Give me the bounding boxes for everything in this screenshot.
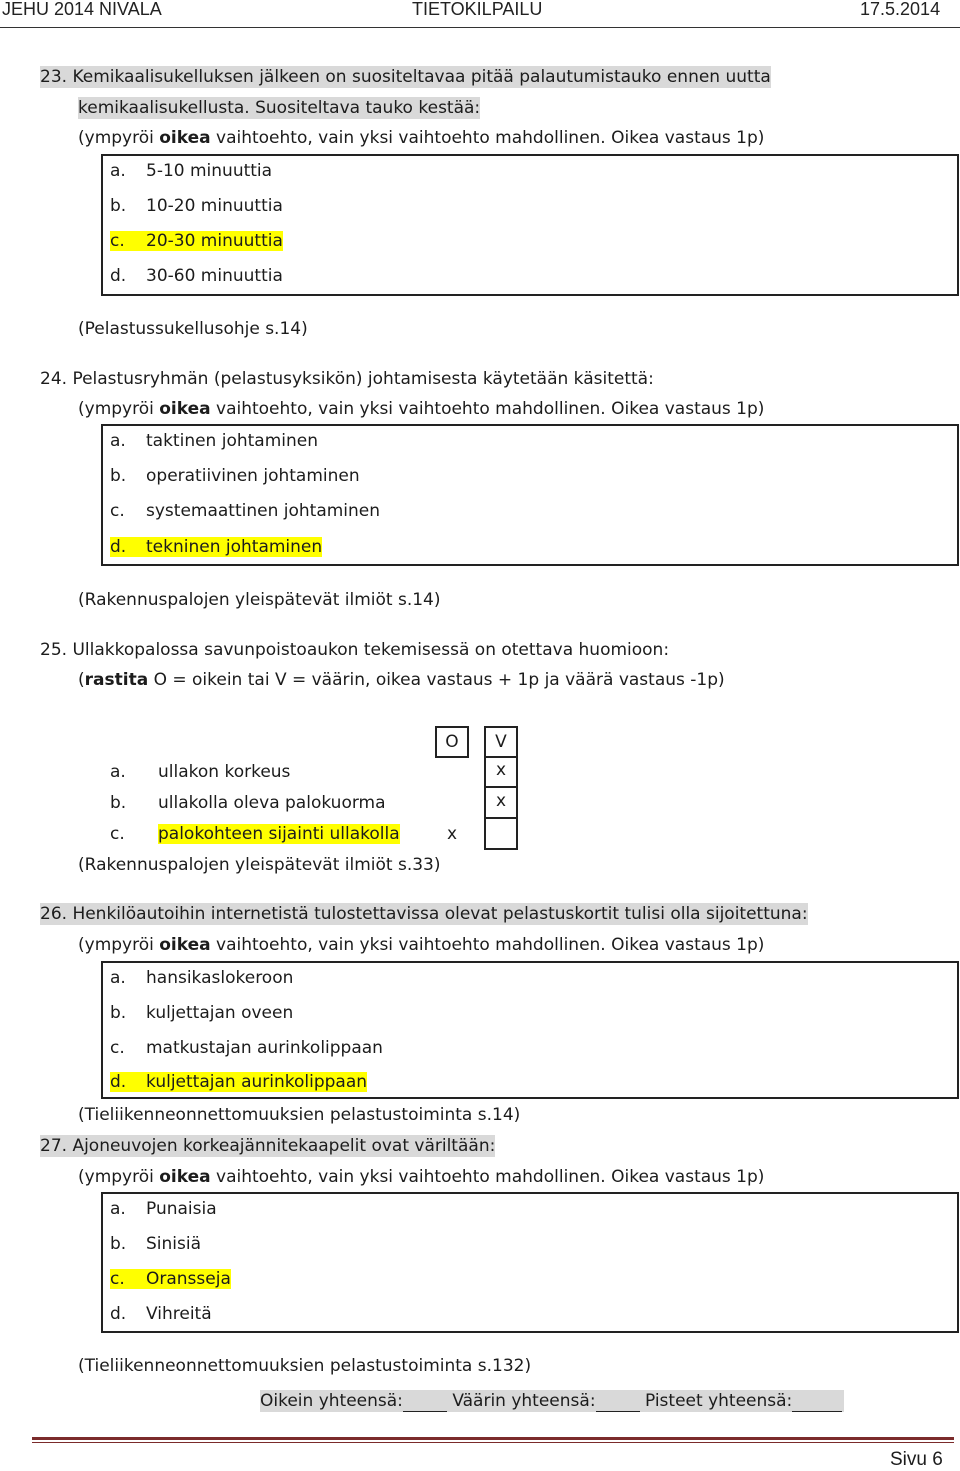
q25-header-v: V bbox=[484, 726, 518, 758]
q27-source: (Tieliikenneonnettomuuksien pelastustoiminta s.132) bbox=[78, 1356, 532, 1376]
q26-option-a[interactable]: a. hansikaslokeroon bbox=[110, 968, 294, 988]
correct-total-label: Oikein yhteensä: bbox=[260, 1391, 403, 1411]
q26-source: (Tieliikenneonnettomuuksien pelastustoiminta s.14) bbox=[78, 1105, 521, 1125]
q25-row-c-label: c. palokohteen sijainti ullakolla bbox=[110, 824, 400, 844]
points-total-label: Pisteet yhteensä: bbox=[644, 1391, 793, 1411]
footer-rule-thin bbox=[32, 1442, 954, 1443]
q25-question: 25. Ullakkopalossa savunpoistoaukon tekemisessä on otettava huomioon: bbox=[40, 640, 670, 660]
header-right: 17.5.2014 bbox=[860, 0, 941, 19]
q27-instruction: (ympyröi oikea vaihtoehto, vain yksi vaihtoehto mahdollinen. Oikea vastaus 1p) bbox=[78, 1167, 765, 1187]
q26-question: 26. Henkilöautoihin internetistä tulostettavissa olevat pelastuskortit tulisi olla sijoitettuna: bbox=[40, 904, 808, 924]
q26-option-d[interactable]: d. kuljettajan aurinkolippaan bbox=[110, 1072, 368, 1092]
header-center: TIETOKILPAILU bbox=[412, 0, 543, 19]
q26-option-b[interactable]: b. kuljettajan oveen bbox=[110, 1003, 294, 1023]
q25-row-b-o[interactable] bbox=[435, 787, 469, 819]
q23-source: (Pelastussukellusohje s.14) bbox=[78, 319, 308, 339]
q25-row-a-v[interactable]: x bbox=[484, 756, 518, 788]
header-rule bbox=[0, 27, 960, 28]
q23-question-line2: kemikaalisukellusta. Suositeltava tauko kestää: bbox=[78, 98, 481, 118]
q25-row-b-label: b. ullakolla oleva palokuorma bbox=[110, 793, 386, 813]
q25-row-a-label: a. ullakon korkeus bbox=[110, 762, 291, 782]
q27-question: 27. Ajoneuvojen korkeajännitekaapelit ovat väriltään: bbox=[40, 1136, 496, 1156]
q27-option-b[interactable]: b. Sinisiä bbox=[110, 1234, 202, 1254]
header-left: JEHU 2014 NIVALA bbox=[2, 0, 162, 19]
q25-row-c-o[interactable]: x bbox=[446, 824, 458, 844]
q27-option-a[interactable]: a. Punaisia bbox=[110, 1199, 217, 1219]
q25-row-c-v[interactable] bbox=[484, 818, 518, 850]
q24-option-b[interactable]: b. operatiivinen johtaminen bbox=[110, 466, 360, 486]
q25-instruction: (rastita O = oikein tai V = väärin, oikea vastaus + 1p ja väärä vastaus -1p) bbox=[78, 670, 725, 690]
wrong-total-blank[interactable] bbox=[596, 1395, 640, 1412]
page-number: Sivu 6 bbox=[890, 1449, 943, 1470]
points-total-blank[interactable] bbox=[792, 1395, 842, 1412]
q25-row-a-o[interactable] bbox=[435, 756, 469, 788]
q24-instruction: (ympyröi oikea vaihtoehto, vain yksi vaihtoehto mahdollinen. Oikea vastaus 1p) bbox=[78, 399, 765, 419]
wrong-total-label: Väärin yhteensä: bbox=[452, 1391, 596, 1411]
q27-option-d[interactable]: d. Vihreitä bbox=[110, 1304, 212, 1324]
q23-instruction: (ympyröi oikea vaihtoehto, vain yksi vaihtoehto mahdollinen. Oikea vastaus 1p) bbox=[78, 128, 765, 148]
q26-instruction: (ympyröi oikea vaihtoehto, vain yksi vaihtoehto mahdollinen. Oikea vastaus 1p) bbox=[78, 935, 765, 955]
q24-question: 24. Pelastusryhmän (pelastusyksikön) johtamisesta käytetään käsitettä: bbox=[40, 369, 654, 389]
correct-total-blank[interactable] bbox=[403, 1395, 447, 1412]
q25-header-o: O bbox=[435, 726, 469, 758]
q23-option-a[interactable]: a. 5-10 minuuttia bbox=[110, 161, 273, 181]
q24-source: (Rakennuspalojen yleispätevät ilmiöt s.14) bbox=[78, 590, 441, 610]
q24-option-a[interactable]: a. taktinen johtaminen bbox=[110, 431, 319, 451]
footer-rule-thick bbox=[32, 1437, 954, 1440]
q23-option-d[interactable]: d. 30-60 minuuttia bbox=[110, 266, 283, 286]
q23-option-b[interactable]: b. 10-20 minuuttia bbox=[110, 196, 283, 216]
q25-row-b-v[interactable]: x bbox=[484, 787, 518, 819]
q24-option-d[interactable]: d. tekninen johtaminen bbox=[110, 537, 323, 557]
q25-source: (Rakennuspalojen yleispätevät ilmiöt s.33) bbox=[78, 855, 441, 875]
q27-options-box bbox=[101, 1192, 959, 1333]
q27-option-c[interactable]: c. Oransseja bbox=[110, 1269, 231, 1289]
q23-question-line1: 23. Kemikaalisukelluksen jälkeen on suositeltavaa pitää palautumistauko ennen uutta bbox=[40, 67, 771, 87]
q26-option-c[interactable]: c. matkustajan aurinkolippaan bbox=[110, 1038, 383, 1058]
totals-line bbox=[260, 1390, 844, 1412]
q24-option-c[interactable]: c. systemaattinen johtaminen bbox=[110, 501, 381, 521]
q23-option-c[interactable]: c. 20-30 minuuttia bbox=[110, 231, 283, 251]
